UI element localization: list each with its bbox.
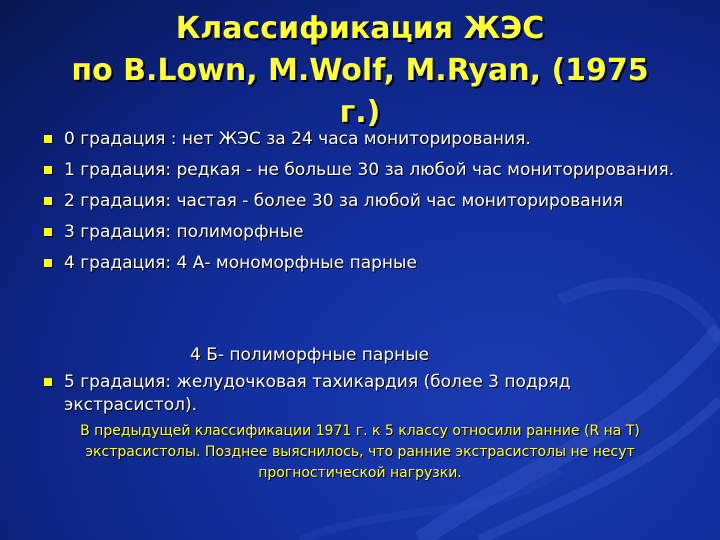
gradation-list <box>44 128 684 283</box>
title-line: Классификация ЖЭС <box>175 11 545 46</box>
bullet-icon <box>44 228 52 236</box>
list-item <box>44 159 684 182</box>
gradation-list-continued <box>44 371 684 425</box>
sub-item-4b: 4 Б- полиморфные парные <box>190 345 430 365</box>
list-item <box>44 371 684 417</box>
list-item-text: 2 градация: частая - более 30 за любой час мониторирования <box>64 191 624 211</box>
bullet-icon <box>44 197 52 205</box>
list-item-text: 3 градация: полиморфные <box>64 222 304 242</box>
title-line: по B.Lown, M.Wolf, M.Ryan, (1975 <box>71 53 649 88</box>
list-item-text: 1 градация: редкая - не больше 30 за любой час мониторирования. <box>64 160 675 180</box>
bullet-icon <box>44 259 52 267</box>
bullet-icon <box>44 378 52 386</box>
list-item-text: 4 градация: 4 А- мономорфные парные <box>64 253 417 273</box>
list-item <box>44 221 684 244</box>
list-item-text: 0 градация : нет ЖЭС за 24 часа мониторирования. <box>64 129 531 149</box>
list-item-text: 5 градация: желудочковая тахикардия (более 3 подряд экстрасистол). <box>64 372 571 415</box>
slide-title <box>20 8 700 134</box>
bullet-icon <box>44 166 52 174</box>
title-line: г.) <box>339 95 381 130</box>
list-item <box>44 128 684 151</box>
list-item <box>44 190 684 213</box>
footnote: В предыдущей классификации 1971 г. к 5 классу относили ранние (R на Т) экстрасистолы. Позднее выяснилось, что ранние экстрасистолы не несут прогностической нагрузки. <box>80 423 640 481</box>
bullet-icon <box>44 135 52 143</box>
list-item <box>44 252 684 275</box>
